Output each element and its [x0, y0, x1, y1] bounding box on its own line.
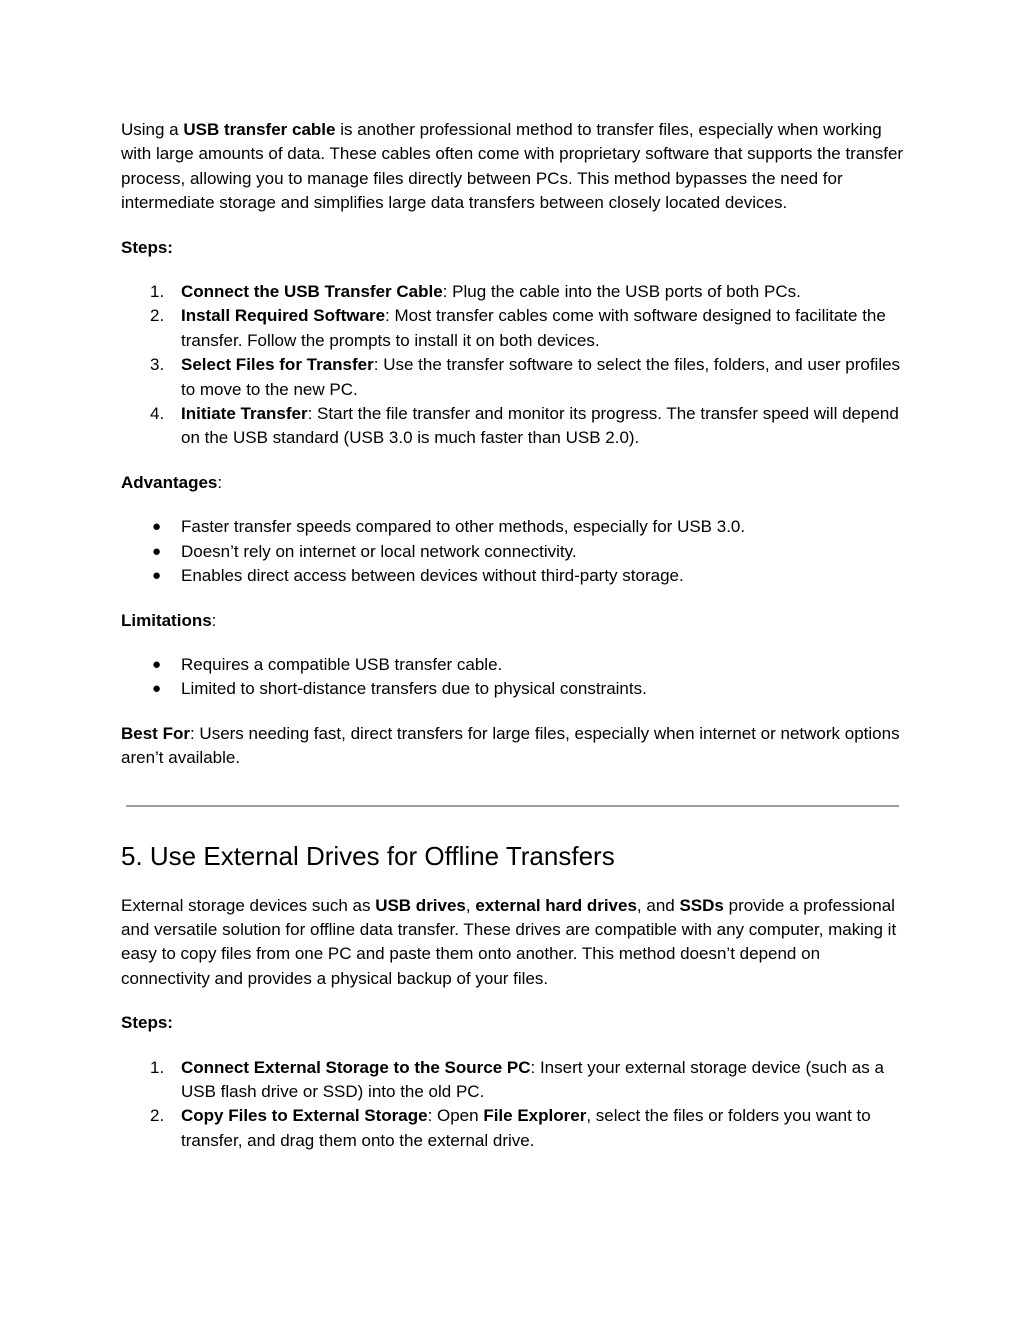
- bullet-icon: ●: [152, 542, 162, 560]
- best-for-paragraph: Best For: Users needing fast, direct transfers for large files, especially when internet or network options aren’t available.: [121, 723, 900, 768]
- bullet-icon: ●: [152, 518, 162, 536]
- list-item: 1. Connect the USB Transfer Cable: Plug the cable into the USB ports of both PCs.: [150, 282, 801, 302]
- list-item: 3. Select Files for Transfer: Use the transfer software to select the files, folders, and user profiles to move to the new PC.: [150, 355, 901, 399]
- list-item: ● Doesn’t rely on internet or local network connectivity.: [121, 540, 906, 564]
- external-steps-label: Steps:: [121, 1013, 173, 1033]
- advantages-list: [121, 515, 906, 588]
- section-divider: [126, 805, 899, 807]
- list-item: 2. Install Required Software: Most transfer cables come with software designed to facilitate the transfer. Follow the prompts to install it on both devices.: [150, 306, 886, 350]
- document-page: [121, 118, 906, 1173]
- external-intro-paragraph: External storage devices such as USB drives, external hard drives, and SSDs provide a professional and versatile solution for offline data transfer. These drives are compatible with any computer, making it easy to copy files from one PC and paste them onto another. This method doesn’t depend on connectivity and provides a physical backup of your files.: [121, 895, 897, 988]
- limitations-label: Limitations:: [121, 610, 217, 630]
- usb-steps-list: [121, 280, 906, 451]
- external-steps-list: [121, 1056, 906, 1154]
- limitations-list: [121, 653, 906, 702]
- bullet-icon: ●: [152, 680, 162, 698]
- usb-intro-paragraph: Using a USB transfer cable is another professional method to transfer files, especially when working with large amounts of data. These cables often come with proprietary software that supports the transfer process, allowing you to manage files directly between PCs. This method bypasses the need for intermediate storage and simplifies large data transfers between closely located devices.: [121, 120, 904, 213]
- list-item: 4. Initiate Transfer: Start the file transfer and monitor its progress. The transfer speed will depend on the USB standard (USB 3.0 is much faster than USB 2.0).: [150, 404, 899, 448]
- usb-steps-label: Steps:: [121, 237, 173, 257]
- usb-cable-term: USB transfer cable: [183, 120, 336, 139]
- list-item: 1. Connect External Storage to the Source PC: Insert your external storage device (such as a USB flash drive or SSD) into the old PC.: [150, 1057, 884, 1101]
- list-item: ● Enables direct access between devices without third-party storage.: [121, 564, 906, 588]
- advantages-label: Advantages:: [121, 472, 223, 492]
- bullet-icon: ●: [152, 655, 162, 673]
- section-heading: 5. Use External Drives for Offline Transfers: [121, 840, 615, 871]
- list-item: ● Limited to short-distance transfers due to physical constraints.: [121, 677, 906, 701]
- list-item: ● Requires a compatible USB transfer cable.: [121, 653, 906, 677]
- list-item: 2. Copy Files to External Storage: Open File Explorer, select the files or folders you want to transfer, and drag them onto the external drive.: [150, 1106, 871, 1150]
- bullet-icon: ●: [152, 567, 162, 585]
- list-item: ● Faster transfer speeds compared to other methods, especially for USB 3.0.: [121, 515, 906, 539]
